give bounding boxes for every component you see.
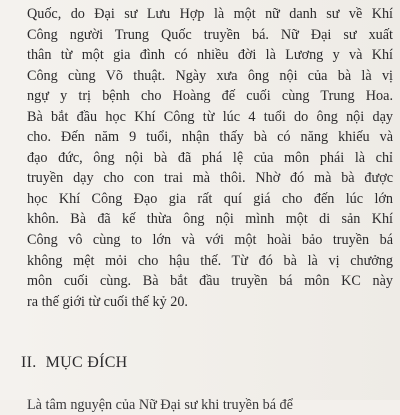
section-title: MỤC ĐÍCH	[45, 354, 128, 371]
paragraph-line: Công người Trung Quốc truyền bá. Nữ Đại sư xuất	[27, 26, 393, 43]
paragraph-line: môn cuối cùng. Bà bắt đầu truyền bá môn KC này	[27, 273, 393, 290]
paragraph-line: Quốc, do Đại sư Lưu Hợp là một nữ danh sư về Khí	[27, 6, 393, 22]
paragraph-line: ra thế giới từ cuối thế kỷ 20.	[27, 293, 188, 310]
body-paragraph	[27, 4, 393, 312]
paragraph-line: truyền dạy cho con trai mà thôi. Nhờ đó mà bà được	[27, 170, 393, 187]
section-heading	[21, 354, 128, 372]
paragraph-line: Bà bắt đầu học Khí Công từ lúc 4 tuổi do ông nội dạy	[27, 108, 393, 125]
paragraph-line: ngự y trị bệnh cho Hoàng đế cuối cùng Trung Hoa.	[27, 88, 393, 105]
cut-off-text-line	[27, 392, 393, 413]
paragraph-line: cho. Đến năm 9 tuổi, nhận thấy bà có năng khiếu và	[27, 129, 393, 146]
paragraph-line: Công cùng Võ thuật. Ngày xưa ông nội của bà là vị	[27, 67, 393, 84]
section-number: II.	[21, 354, 37, 371]
paragraph-line: học Khí Công Đạo gia rất quí giá cho đến lúc lớn	[27, 190, 393, 207]
paragraph-line: không mệt mỏi cho hậu thế. Từ đó bà là vị chưởng	[27, 252, 393, 269]
paragraph-line: thân từ một gia đình có nhiều đời là Lương y và Khí	[27, 47, 393, 64]
paragraph-line: đạo đức, ông nội bà đã phá lệ của môn phái là chỉ	[27, 149, 393, 166]
cut-off-line-text: Là tâm nguyện của Nữ Đại sư khi truyền bá để	[27, 397, 293, 413]
paragraph-line: khôn. Bà đã kế thừa ông nội mình một di sản Khí	[27, 211, 393, 228]
paragraph-line: Công vô cùng to lớn và với một hoài bảo truyền bá	[27, 232, 393, 249]
